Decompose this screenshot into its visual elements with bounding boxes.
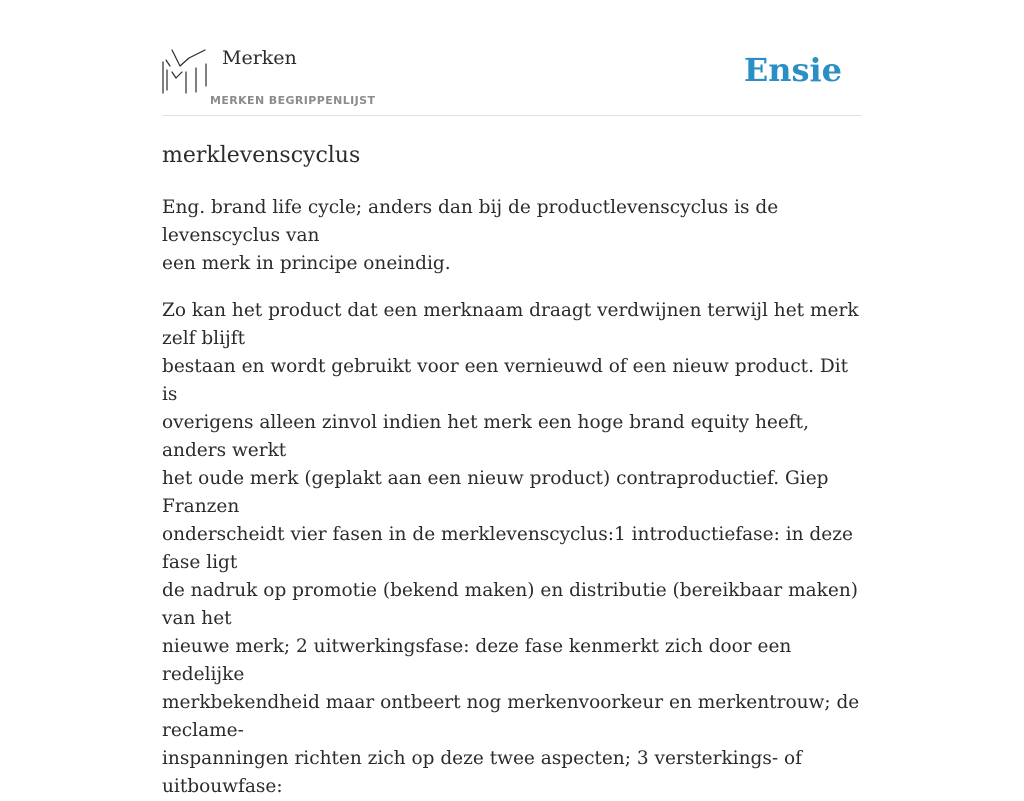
site-header: [162, 0, 862, 116]
entry-term: merklevenscyclus: [162, 143, 361, 168]
merken-logo-icon[interactable]: [162, 48, 208, 94]
ensie-brand-link[interactable]: Ensie: [743, 51, 842, 89]
site-title-link[interactable]: Merken: [222, 47, 297, 69]
glossary-subtitle-link[interactable]: MERKEN BEGRIPPENLIJST: [210, 94, 376, 107]
entry-paragraph-1: Eng. brand life cycle; anders dan bij de productlevenscyclus is de levenscyclus van een merk in principe oneindig.: [162, 197, 779, 274]
entry-main: [162, 142, 862, 801]
entry-paragraph-2: Zo kan het product dat een merknaam draagt verdwijnen terwijl het merk zelf blijft bestaan en wordt gebruikt voor een vernieuwd of een nieuw product. Dit is overigens alleen zinvol indien het merk een hoge brand equity heeft, anders werkt het oude merk (geplakt aan een nieuw product) contraproductief. Giep Franzen onderscheidt vier fasen in de merklevenscyclus:1 introductiefase: in deze fase ligt de nadruk op promotie (bekend maken) en distributie (bereikbaar maken) van het nieuwe merk; 2 uitwerkingsfase: deze fase kenmerkt zich door een redelijke merkbekendheid maar ontbeert nog merkenvoorkeur en merkentrouw; de reclame- inspanningen richten zich op deze twee aspecten; 3 versterkings- of uitbouwfase:: [162, 300, 860, 797]
content-container: [162, 0, 862, 801]
